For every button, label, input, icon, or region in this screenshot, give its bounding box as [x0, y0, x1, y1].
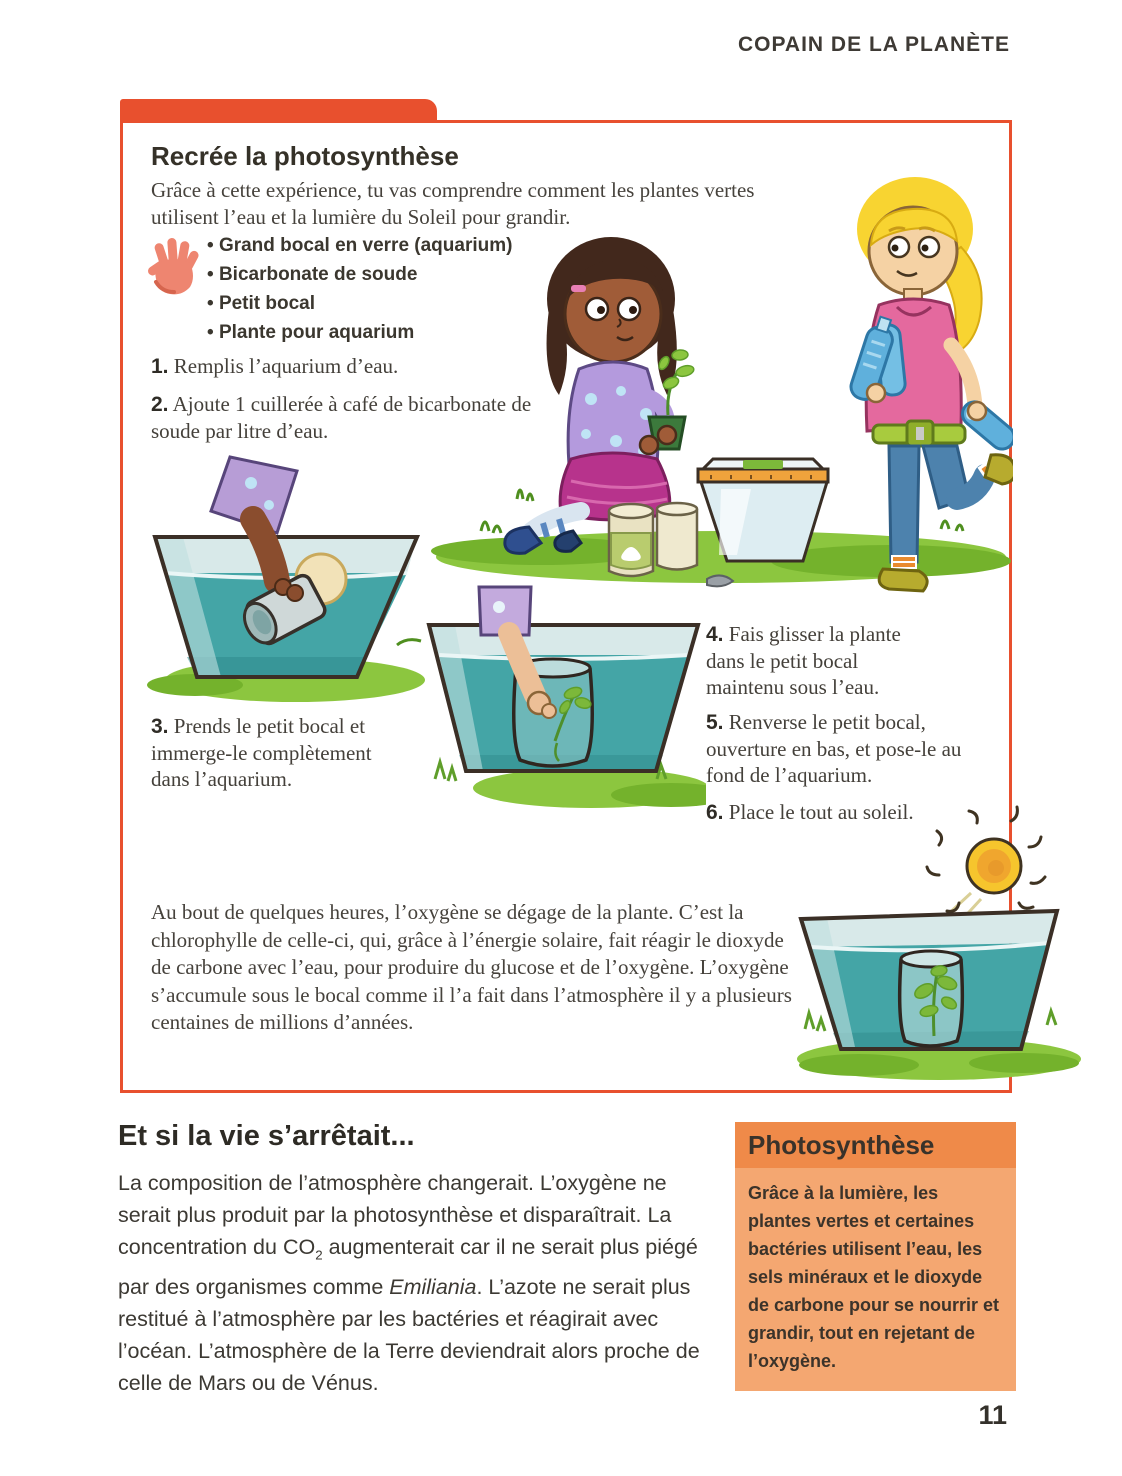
life-section-title: Et si la vie s’arrêtait... — [118, 1120, 415, 1152]
material-item: • Petit bocal — [207, 289, 512, 318]
definition-box — [735, 1122, 1016, 1391]
activity-box-tab — [120, 99, 437, 122]
co2-subscript: 2 — [315, 1247, 323, 1263]
step-4: 4. Fais glisser la plante dans le petit bocal maintenu sous l’eau. — [706, 622, 901, 699]
girl-standing — [848, 177, 1013, 591]
activity-box — [120, 120, 1012, 1093]
step-6: 6. Place le tout au soleil. — [706, 800, 914, 824]
material-item: • Grand bocal en verre (aquarium) — [207, 231, 512, 260]
definition-box-title: Photosynthèse — [735, 1122, 1016, 1168]
activity-title: Recrée la photosynthèse — [151, 141, 459, 171]
hand-icon — [147, 237, 201, 297]
aquarium-immersion-illustration — [135, 445, 435, 710]
step-1: 1. Remplis l’aquarium d’eau. — [151, 354, 399, 378]
conclusion-paragraph: Au bout de quelques heures, l’oxygène se dégage de la plante. C’est la chlorophylle de celle-ci, qui, grâce à l’énergie solaire, fait réagir le dioxyde de carbone avec l’eau, pour produire du glucose et de l’oxygène. L’oxygène s’accumule sous le bocal comme il l’a fait dans l’atmosphère il y a plusieurs centaines de millions d’années. — [151, 900, 792, 1034]
definition-box-body: Grâce à la lumière, les plantes vertes et certaines bactéries utilisent l’eau, les sels minéraux et le dioxyde de carbone pour se nourrir et grandir, tout en rejetant de l’oxygène. — [735, 1168, 1016, 1391]
masthead: COPAIN DE LA PLANÈTE — [737, 33, 1010, 56]
step-5: 5. Renverse le petit bocal, ouverture en bas, et pose-le au fond de l’aquarium. — [706, 710, 962, 787]
activity-intro: Grâce à cette expérience, tu vas comprendre comment les plantes vertes utilisent l’eau et la lumière du Soleil pour grandir. — [151, 178, 755, 229]
material-item: • Plante pour aquarium — [207, 318, 512, 347]
material-item: • Bicarbonate de soude — [207, 260, 512, 289]
step-3: 3. Prends le petit bocal et immerge-le complètement dans l’aquarium. — [151, 714, 372, 791]
plant-in-jar-illustration — [421, 583, 706, 818]
step-2: 2. Ajoute 1 cuillerée à café de bicarbonate de soude par litre d’eau. — [151, 392, 532, 443]
page-number: 11 — [978, 1400, 1007, 1430]
aquarium-sun-illustration — [789, 791, 1089, 1086]
life-section-paragraph: La composition de l’atmosphère changerait. L’oxygène ne serait plus produit par la photosynthèse et disparaîtrait. La concentration du $CO_2$ augmenterait car il ne serait plus piégé par des organismes comme Emiliania. L’azote ne serait plus restitué à l’atmosphère par les bactéries et réagirait avec l’océan. L’atmosphère de la Terre deviendrait alors proche de celle de Mars ou de Vénus. — [118, 1171, 700, 1396]
children-illustration — [421, 159, 1013, 599]
species-name: Emiliania — [389, 1275, 477, 1300]
